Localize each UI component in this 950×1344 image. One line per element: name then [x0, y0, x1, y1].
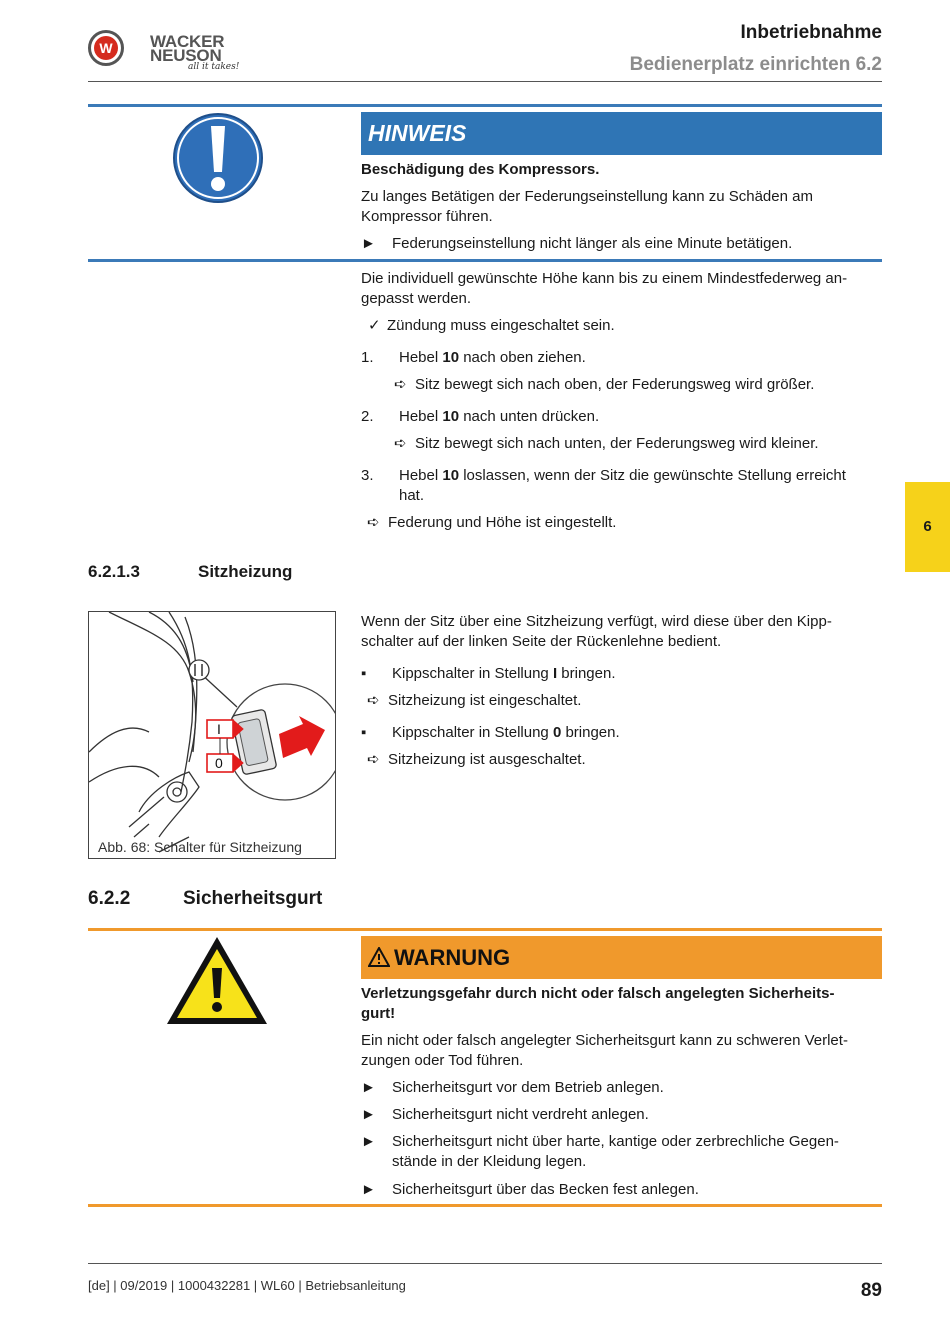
heating-item-on: Kippschalter in Stellung I bringen.: [392, 665, 616, 682]
section-number: 6.2.2: [88, 888, 131, 909]
result-arrow-icon: ➪: [367, 751, 380, 768]
result-arrow-icon: ➪: [367, 692, 380, 709]
warning-action: Sicherheitsgurt vor dem Betrieb anlegen.: [392, 1079, 664, 1096]
result-arrow-icon: ➪: [394, 435, 407, 452]
notice-action: Federungseinstellung nicht länger als eine Minute betätigen.: [392, 235, 793, 252]
footer-document-info: [de] | 09/2019 | 1000432281 | WL60 | Betriebsanleitung: [88, 1278, 406, 1293]
warning-triangle-icon: [164, 934, 270, 1028]
warning-action: Sicherheitsgurt nicht über harte, kantige oder zerbrechliche Gegen-: [392, 1133, 839, 1150]
warning-action-cont: stände in der Kleidung legen.: [392, 1153, 587, 1170]
intro-line2: gepasst werden.: [361, 290, 472, 307]
action-arrow-icon: ►: [361, 1181, 376, 1198]
action-arrow-icon: ►: [361, 1079, 376, 1096]
heating-result-off: Sitzheizung ist ausgeschaltet.: [388, 751, 586, 768]
section-number: 6.2.1.3: [88, 562, 140, 581]
figure-seat-heating-switch: [88, 611, 336, 859]
notice-top-rule: [88, 104, 882, 107]
switch-position-on-label: I: [217, 721, 221, 737]
result-arrow-icon: ➪: [394, 376, 407, 393]
warning-heading-line2: gurt!: [361, 1005, 396, 1022]
page-number: 89: [860, 1280, 882, 1301]
warning-label: WARNUNG: [361, 936, 882, 979]
notice-text-line1: Zu langes Betätigen der Federungseinstellung kann zu Schäden am: [361, 188, 813, 205]
step-text: Hebel 10 loslassen, wenn der Sitz die gewünschte Stellung erreicht: [399, 467, 846, 484]
notice-heading: Beschädigung des Kompressors.: [361, 161, 600, 178]
header-divider: [88, 81, 882, 82]
switch-position-off-label: 0: [215, 755, 223, 771]
final-result: Federung und Höhe ist eingestellt.: [388, 514, 617, 531]
seat-switch-illustration: [89, 612, 336, 859]
notice-label: HINWEIS: [361, 112, 882, 155]
warning-text-line1: Ein nicht oder falsch angelegter Sicherheitsgurt kann zu schweren Verlet-: [361, 1032, 848, 1049]
heating-result-on: Sitzheizung ist eingeschaltet.: [388, 692, 582, 709]
section-title: Sitzheizung: [198, 562, 293, 581]
heating-item-off: Kippschalter in Stellung 0 bringen.: [392, 724, 620, 741]
bullet-icon: ▪: [361, 724, 367, 741]
brand-tagline: all it takes!: [188, 62, 240, 72]
heating-text-line1: Wenn der Sitz über eine Sitzheizung verfügt, wird diese über den Kipp-: [361, 613, 832, 630]
brand-name-line2: NEUSON: [150, 46, 222, 65]
logo-mark: W: [94, 36, 118, 60]
figure-caption: Abb. 68: Schalter für Sitzheizung: [98, 839, 302, 855]
action-arrow-icon: ►: [361, 1133, 376, 1150]
warning-bottom-rule: [88, 1204, 882, 1207]
step-number: 3.: [361, 467, 374, 484]
step-result: Sitz bewegt sich nach oben, der Federungsweg wird größer.: [415, 376, 815, 393]
step-text: Hebel 10 nach unten drücken.: [399, 408, 600, 425]
notice-text-line2: Kompressor führen.: [361, 208, 493, 225]
warning-heading-line1: Verletzungsgefahr durch nicht oder falsch angelegten Sicherheits-: [361, 985, 835, 1002]
footer-divider: [88, 1263, 882, 1264]
heating-text-line2: schalter auf der linken Seite der Rückenlehne bedient.: [361, 633, 722, 650]
warning-action: Sicherheitsgurt nicht verdreht anlegen.: [392, 1106, 649, 1123]
step-result: Sitz bewegt sich nach unten, der Federungsweg wird kleiner.: [415, 435, 819, 452]
warning-small-icon: [368, 947, 390, 967]
section-subtitle: Bedienerplatz einrichten 6.2: [629, 54, 882, 75]
precondition: Zündung muss eingeschaltet sein.: [387, 317, 615, 334]
step-number: 2.: [361, 408, 374, 425]
intro-line1: Die individuell gewünschte Höhe kann bis zu einem Mindestfederweg an-: [361, 270, 848, 287]
notice-bottom-rule: [88, 259, 882, 262]
step-text-cont: hat.: [399, 487, 425, 504]
bullet-icon: ▪: [361, 665, 367, 682]
warning-text-line2: zungen oder Tod führen.: [361, 1052, 524, 1069]
warning-action: Sicherheitsgurt über das Becken fest anlegen.: [392, 1181, 699, 1198]
action-arrow-icon: ►: [361, 235, 376, 252]
step-number: 1.: [361, 349, 374, 366]
chapter-tab: 6: [905, 482, 950, 572]
chapter-title: Inbetriebnahme: [740, 22, 882, 43]
warning-top-rule: [88, 928, 882, 931]
action-arrow-icon: ►: [361, 1106, 376, 1123]
mandatory-notice-icon: [172, 112, 264, 204]
section-title: Sicherheitsgurt: [183, 888, 323, 909]
checkmark-icon: ✓: [368, 317, 381, 334]
result-arrow-icon: ➪: [367, 514, 380, 531]
step-text: Hebel 10 nach oben ziehen.: [399, 349, 586, 366]
brand-name-line1: WACKER: [150, 32, 225, 51]
